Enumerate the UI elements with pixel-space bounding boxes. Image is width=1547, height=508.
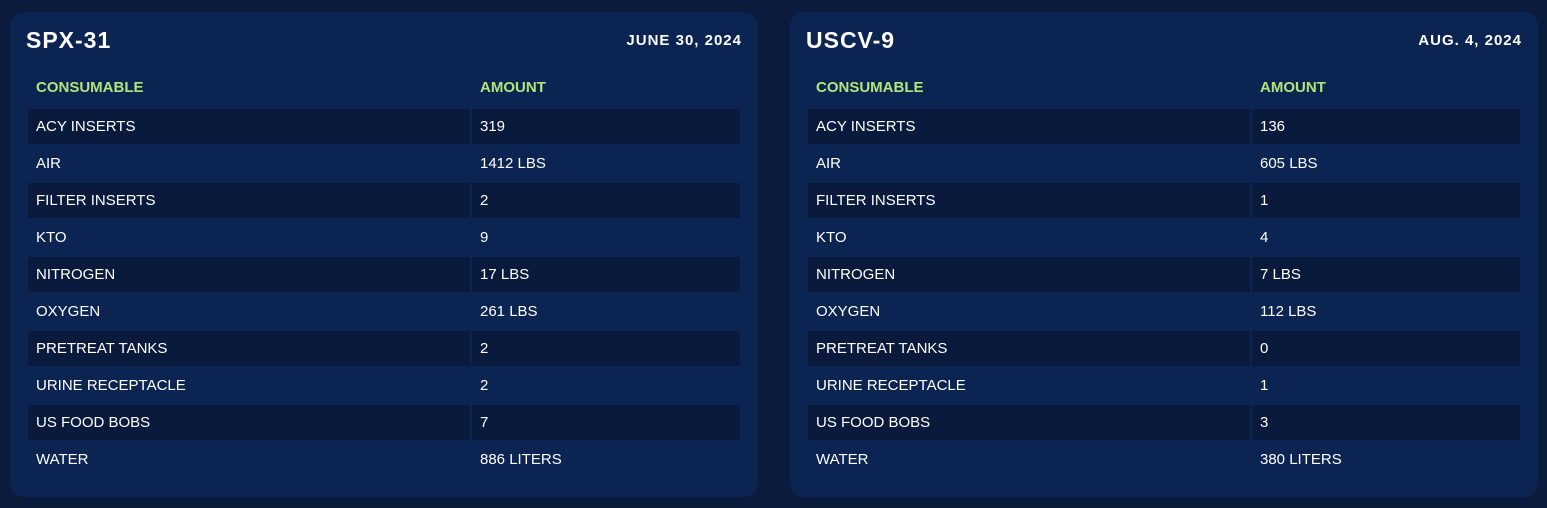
mission-title: USCV-9 xyxy=(806,27,896,53)
consumable-amount: 17 LBS xyxy=(472,257,740,292)
table-header-row xyxy=(808,68,1520,107)
consumable-amount: 1412 LBS xyxy=(480,155,546,172)
table-row xyxy=(808,257,1520,292)
table-row xyxy=(28,405,740,440)
column-header-amount: AMOUNT xyxy=(480,79,546,96)
table-row xyxy=(808,220,1520,255)
table-row xyxy=(808,294,1520,329)
table-row xyxy=(808,405,1520,440)
table-row xyxy=(28,257,740,292)
consumable-amount: 380 LITERS xyxy=(1260,451,1342,468)
table-row xyxy=(808,109,1520,144)
table-row xyxy=(28,220,740,255)
consumable-amount: 1 xyxy=(1260,377,1269,394)
consumable-name: NITROGEN xyxy=(28,257,472,292)
consumable-amount: 3 xyxy=(1252,405,1520,440)
table-row xyxy=(808,331,1520,366)
table-header-row xyxy=(28,68,740,107)
table-row xyxy=(28,294,740,329)
consumable-amount: 0 xyxy=(1252,331,1520,366)
consumable-amount: 261 LBS xyxy=(480,303,538,320)
card-header xyxy=(808,12,1520,68)
consumable-name: KTO xyxy=(36,229,67,246)
consumable-amount: 605 LBS xyxy=(1260,155,1318,172)
consumable-name: KTO xyxy=(816,229,847,246)
consumable-name: PRETREAT TANKS xyxy=(28,331,472,366)
consumable-name: AIR xyxy=(36,155,62,172)
mission-date: AUG. 4, 2024 xyxy=(1418,32,1522,49)
column-header-amount: AMOUNT xyxy=(1260,79,1326,96)
consumable-amount: 4 xyxy=(1260,229,1269,246)
consumable-amount: 2 xyxy=(472,331,740,366)
mission-card-uscv-9 xyxy=(790,12,1538,497)
consumables-table xyxy=(808,66,1520,479)
consumable-amount: 112 LBS xyxy=(1260,303,1317,320)
consumable-name: ACY INSERTS xyxy=(808,109,1252,144)
consumable-amount: 136 xyxy=(1252,109,1520,144)
consumables-table xyxy=(28,66,740,479)
consumable-amount: 9 xyxy=(480,229,489,246)
consumable-name: URINE RECEPTACLE xyxy=(36,377,186,394)
consumable-amount: 1 xyxy=(1252,183,1520,218)
table-row xyxy=(28,368,740,403)
consumable-amount: 2 xyxy=(472,183,740,218)
consumable-amount: 7 LBS xyxy=(1252,257,1520,292)
table-row xyxy=(808,368,1520,403)
consumable-name: FILTER INSERTS xyxy=(28,183,472,218)
consumable-amount: 886 LITERS xyxy=(480,451,562,468)
table-row xyxy=(808,146,1520,181)
consumable-name: WATER xyxy=(36,451,89,468)
consumable-amount: 319 xyxy=(472,109,740,144)
table-row xyxy=(808,183,1520,218)
consumable-name: FILTER INSERTS xyxy=(808,183,1252,218)
column-header-consumable: CONSUMABLE xyxy=(816,79,924,96)
mission-date: JUNE 30, 2024 xyxy=(626,32,742,49)
mission-title: SPX-31 xyxy=(26,27,112,53)
table-row xyxy=(28,146,740,181)
consumable-name: PRETREAT TANKS xyxy=(808,331,1252,366)
table-row xyxy=(28,331,740,366)
table-row xyxy=(28,109,740,144)
consumable-name: OXYGEN xyxy=(36,303,101,320)
consumable-name: NITROGEN xyxy=(808,257,1252,292)
consumable-name: OXYGEN xyxy=(816,303,881,320)
consumable-amount: 7 xyxy=(472,405,740,440)
column-header-consumable: CONSUMABLE xyxy=(36,79,144,96)
table-row xyxy=(808,442,1520,477)
mission-card-spx-31 xyxy=(10,12,758,497)
consumable-name: AIR xyxy=(816,155,842,172)
consumable-name: URINE RECEPTACLE xyxy=(816,377,966,394)
consumable-name: US FOOD BOBS xyxy=(808,405,1252,440)
consumable-name: ACY INSERTS xyxy=(28,109,472,144)
table-row xyxy=(28,183,740,218)
consumable-name: US FOOD BOBS xyxy=(28,405,472,440)
card-header xyxy=(28,12,740,68)
consumable-amount: 2 xyxy=(480,377,489,394)
table-row xyxy=(28,442,740,477)
consumable-name: WATER xyxy=(816,451,869,468)
